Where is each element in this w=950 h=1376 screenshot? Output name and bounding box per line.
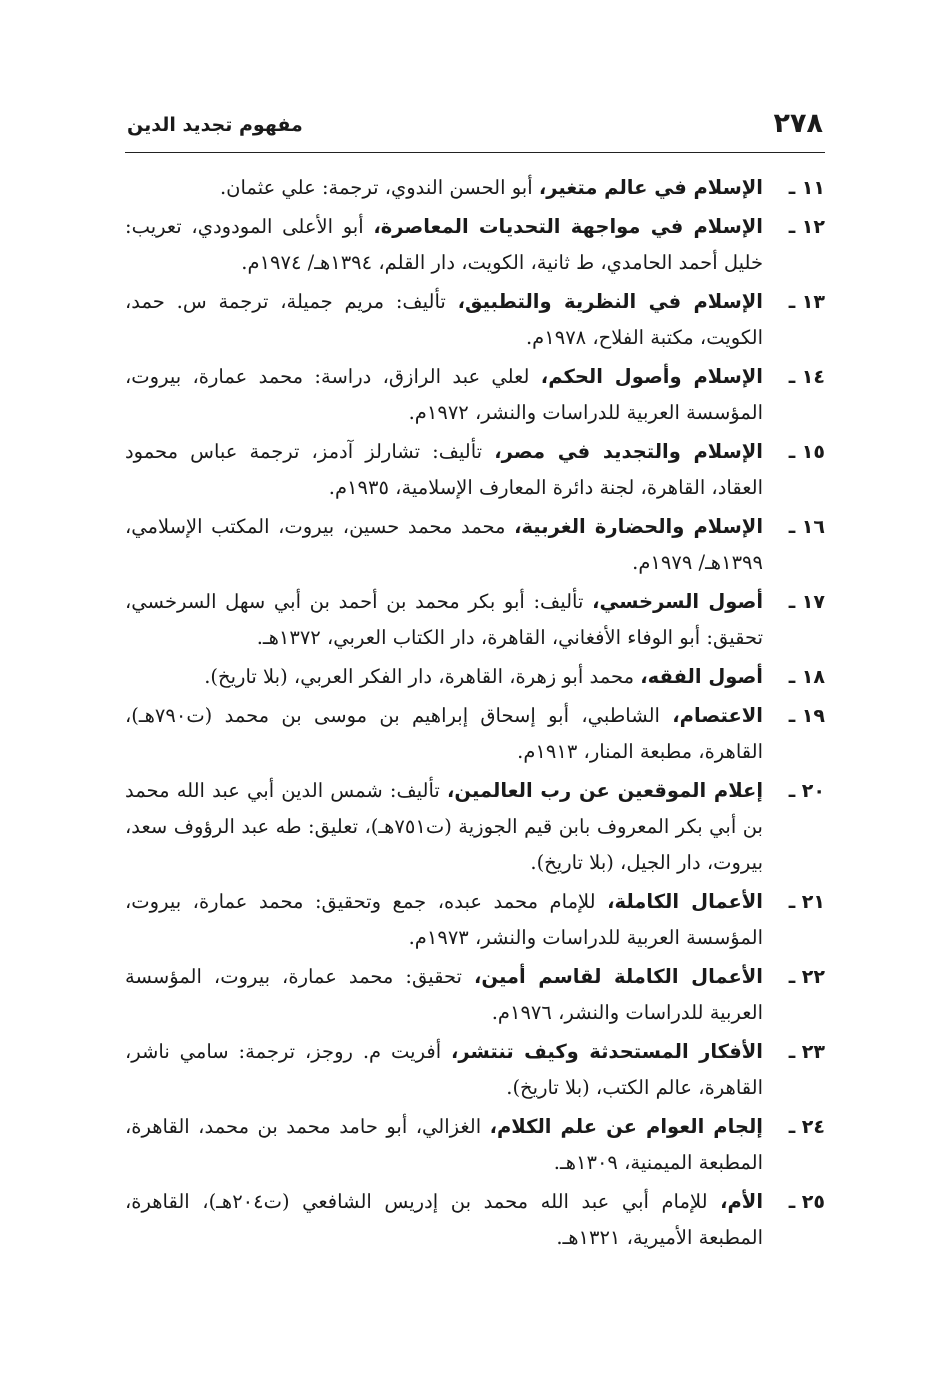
entry-details: للإمام محمد عبده، جمع وتحقيق: محمد عمارة، بيروت، المؤسسة العربية للدراسات والنشر، ١٩٧٣م. [125,890,763,949]
entry-number: ٢٠ ـ [788,780,825,802]
entry-title: الاعتصام، [672,704,763,727]
bibliography-entry [125,359,825,431]
bibliography-entry [125,698,825,770]
entry-number: ٢٤ ـ [788,1116,825,1138]
bibliography-entry [125,1184,825,1256]
entry-title: الإسلام والتجديد في مصر، [494,440,763,463]
entry-title: إعلام الموقعين عن رب العالمين، [447,779,764,802]
entry-details: تأليف: أبو بكر محمد بن أحمد بن أبي سهل السرخسي، تحقيق: أبو الوفاء الأفغاني، القاهرة، دار الكتاب العربي، ١٣٧٢هـ. [125,590,763,649]
entry-details: أبو الحسن الندوي، ترجمة: علي عثمان. [219,176,539,199]
entry-title: الإسلام في مواجهة التحديات المعاصرة، [373,215,763,238]
entry-details: للإمام أبي عبد الله محمد بن إدريس الشافعي (ت٢٠٤هـ)، القاهرة، المطبعة الأميرية، ١٣٢١هـ. [125,1190,763,1249]
entry-details: أفريت م. روجز، ترجمة: سامي ناشر، القاهرة، عالم الكتب، (بلا تاريخ). [125,1040,763,1099]
entry-title: أصول الفقه، [640,665,763,688]
entry-details: الشاطبي، أبو إسحاق إبراهيم بن موسى بن محمد (ت٧٩٠هـ)، القاهرة، مطبعة المنار، ١٩١٣م. [125,704,763,763]
bibliography-entry [125,1109,825,1181]
entry-details: تأليف: مريم جميلة، ترجمة س. حمد، الكويت، مكتبة الفلاح، ١٩٧٨م. [125,290,763,349]
entry-details: تأليف: شمس الدين أبي عبد الله محمد بن أبي بكر المعروف بابن قيم الجوزية (ت٧٥١هـ)، تعليق: طه عبد الرؤوف سعد، بيروت، دار الجيل، (بلا تاريخ). [125,779,763,874]
entry-title: الإسلام والحضارة الغربية، [514,515,763,538]
entry-number: ٢٥ ـ [788,1191,825,1213]
entry-number: ٢٢ ـ [788,966,825,988]
bibliography-entry [125,773,825,881]
bibliography-entry [125,209,825,281]
entry-number: ١٤ ـ [788,366,825,388]
bibliography-entry [125,170,825,206]
entry-title: إلجام العوام عن علم الكلام، [489,1115,763,1138]
entry-details: تأليف: تشارلز آدمز، ترجمة عباس محمود العقاد، القاهرة، لجنة دائرة المعارف الإسلامية، ١٩٣٥م. [125,440,763,499]
entry-title: الإسلام في عالم متغير، [538,176,763,199]
bibliography-entry [125,884,825,956]
entry-details: أبو الأعلى المودودي، تعريب: خليل أحمد الحامدي، ط ثانية، الكويت، دار القلم، ١٣٩٤هـ/ ١٩٧٤م. [125,215,763,274]
entry-details: محمد أبو زهرة، القاهرة، دار الفكر العربي، (بلا تاريخ). [204,665,641,688]
entry-number: ١٩ ـ [788,705,825,727]
entry-title: الأفكار المستحدثة وكيف تنتشر، [451,1040,763,1063]
entry-number: ١٨ ـ [788,666,825,688]
bibliography-entry [125,659,825,695]
entry-number: ٢١ ـ [788,891,825,913]
entry-title: أصول السرخسي، [592,590,764,613]
entry-details: تحقيق: محمد عمارة، بيروت، المؤسسة العربية للدراسات والنشر، ١٩٧٦م. [125,965,763,1024]
bibliography-entry [125,584,825,656]
page-header [125,100,825,153]
entry-details: لعلي عبد الرازق، دراسة: محمد عمارة، بيروت، المؤسسة العربية للدراسات والنشر، ١٩٧٢م. [125,365,763,424]
entry-title: الإسلام في النظرية والتطبيق، [457,290,763,313]
bibliography-list [125,170,825,1259]
entry-number: ١١ ـ [788,177,825,199]
bibliography-entry [125,284,825,356]
entry-number: ١٧ ـ [788,591,825,613]
bibliography-entry [125,1034,825,1106]
entry-number: ١٥ ـ [788,441,825,463]
bibliography-entry [125,509,825,581]
bibliography-entry [125,959,825,1031]
entry-title: الأعمال الكاملة، [607,890,763,913]
page-number: ٢٧٨ [773,108,823,139]
entry-title: الأعمال الكاملة لقاسم أمين، [474,965,763,988]
running-title: مفهوم تجديد الدين [127,114,303,136]
entry-number: ١٣ ـ [788,291,825,313]
bibliography-entry [125,434,825,506]
entry-title: الإسلام وأصول الحكم، [540,365,763,388]
entry-details: الغزالي، أبو حامد محمد بن محمد، القاهرة، المطبعة الميمنية، ١٣٠٩هـ. [125,1115,763,1174]
entry-details: محمد محمد حسين، بيروت، المكتب الإسلامي، ١٣٩٩هـ/ ١٩٧٩م. [125,515,763,574]
entry-number: ١٢ ـ [788,216,825,238]
entry-number: ١٦ ـ [788,516,825,538]
entry-title: الأم، [720,1190,763,1213]
entry-number: ٢٣ ـ [788,1041,825,1063]
